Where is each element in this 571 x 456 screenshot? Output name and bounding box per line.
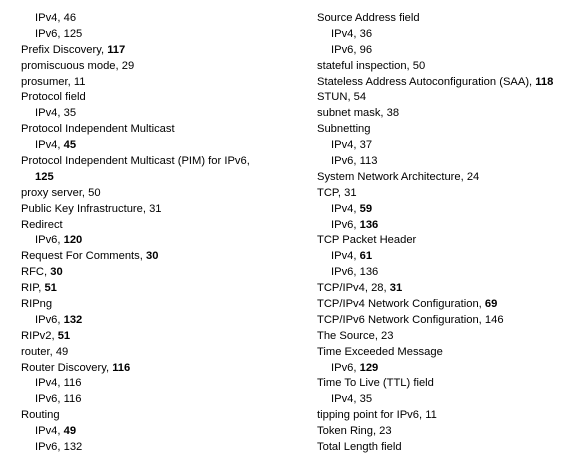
index-entry-text: Time To Live (TTL) field — [317, 377, 434, 390]
index-entry-text: IPv4, 35 — [331, 393, 373, 406]
index-entry-primary-page: 51 — [57, 329, 71, 342]
index-entry-text: The Source, 23 — [317, 329, 394, 342]
index-entry — [21, 265, 293, 281]
index-entry-text: promiscuous mode, 29 — [21, 59, 135, 72]
index-entry-text: Public Key Infrastructure, 31 — [21, 202, 162, 215]
index-entry-text: IPv4, 46 — [35, 12, 77, 24]
index-entry — [317, 376, 571, 392]
index-entry-text: TCP/IPv4, 28, — [317, 282, 390, 295]
index-entry-text: IPv6, 136 — [331, 266, 379, 279]
index-entry-primary-page: 125 — [35, 170, 54, 183]
index-entry-text: stateful inspection, 50 — [317, 59, 426, 72]
index-entry — [317, 345, 571, 361]
index-subentry — [317, 154, 571, 170]
index-subentry — [317, 138, 571, 154]
index-entry — [21, 361, 293, 377]
index-entry-text: TCP, 31 — [317, 186, 357, 199]
index-subentry — [21, 392, 293, 408]
index-entry-text: IPv6, — [35, 313, 64, 326]
index-entry-text: STUN, 54 — [317, 91, 367, 104]
index-entry-text: IPv4, — [35, 425, 64, 438]
index-entry-primary-page: 116 — [112, 361, 131, 374]
index-entry-text: IPv4, 35 — [35, 107, 77, 120]
index-entry — [317, 90, 571, 106]
index-entry — [317, 106, 571, 122]
index-entry — [21, 218, 293, 234]
index-entry-text: System Network Architecture, 24 — [317, 170, 480, 183]
index-entry-text: IPv4, 116 — [35, 377, 82, 390]
index-entry — [21, 154, 293, 170]
index-entry-primary-page: 30 — [50, 266, 63, 279]
index-entry-text: IPv4, — [35, 139, 64, 152]
index-entry — [317, 233, 571, 249]
index-entry-text: Stateless Address Autoconfiguration (SAA), — [317, 75, 536, 88]
index-entry-text: Router Discovery, — [21, 361, 113, 374]
index-entry-text: Request For Comments, — [21, 250, 146, 263]
index-entry-text: RIPng — [21, 298, 53, 311]
index-entry-text: Time Exceeded Message — [317, 345, 443, 358]
index-entry-text: IPv6, — [331, 361, 360, 374]
index-entry-primary-page: 69 — [484, 298, 498, 311]
index-entry — [21, 329, 293, 345]
index-subentry — [317, 202, 571, 218]
index-subentry — [21, 424, 293, 440]
index-entry — [317, 186, 571, 202]
index-entry-primary-page: 59 — [359, 202, 373, 215]
index-column-right — [317, 11, 571, 456]
index-entry — [21, 43, 293, 59]
index-entry-text: TCP/IPv4 Network Configuration, — [317, 298, 485, 311]
index-entry — [317, 75, 571, 91]
index-entry-text: Prefix Discovery, — [21, 43, 108, 56]
index-entry-text: Subnetting — [317, 123, 371, 136]
index-entry-text: RFC, — [21, 266, 51, 279]
index-entry-text: IPv6, 132 — [35, 441, 83, 454]
index-subentry — [317, 361, 571, 377]
index-entry-primary-page: 61 — [359, 250, 373, 263]
index-entry-text: proxy server, 50 — [21, 186, 101, 199]
index-entry — [317, 440, 571, 456]
index-subentry — [317, 265, 571, 281]
index-entry-primary-page: 136 — [359, 218, 379, 231]
index-entry-primary-page: 30 — [145, 250, 159, 263]
index-entry-text: Total Length field — [317, 441, 402, 454]
index-entry-text: IPv6, 116 — [35, 393, 82, 406]
index-entry-text: IPv4, 36 — [331, 27, 373, 40]
index-entry-text: prosumer, 11 — [21, 75, 86, 88]
index-entry — [317, 59, 571, 75]
index-subentry — [21, 11, 293, 27]
index-entry — [21, 90, 293, 106]
index-entry — [317, 11, 571, 27]
index-subentry — [21, 27, 293, 43]
index-entry-primary-page: 117 — [107, 43, 126, 56]
index-entry — [317, 424, 571, 440]
index-entry-text: IPv4, — [331, 202, 360, 215]
index-entry-text: subnet mask, 38 — [317, 107, 400, 120]
index-subentry — [21, 376, 293, 392]
index-entry-text: RIP, — [21, 282, 45, 295]
index-subentry — [317, 43, 571, 59]
index-entry — [21, 202, 293, 218]
index-entry-text: TCP Packet Header — [317, 234, 417, 247]
index-entry-text: TCP/IPv6 Network Configuration, 146 — [317, 313, 504, 326]
index-entry — [21, 122, 293, 138]
index-entry-text: tipping point for IPv6, 11 — [317, 409, 437, 422]
index-entry-text: Source Address field — [317, 12, 420, 24]
index-subentry — [21, 440, 293, 456]
index-entry-text: Redirect — [21, 218, 63, 231]
index-entry — [21, 297, 293, 313]
index-subentry — [21, 313, 293, 329]
index-entry-text: IPv6, 96 — [331, 43, 373, 56]
index-entry — [317, 408, 571, 424]
index-entry — [21, 59, 293, 75]
index-entry-text: IPv4, 37 — [331, 139, 373, 152]
index-entry-text: IPv6, 125 — [35, 27, 83, 40]
index-entry — [21, 345, 293, 361]
index-column-left — [21, 11, 293, 456]
index-entry — [317, 281, 571, 297]
index-entry-text: Protocol Independent Multicast — [21, 123, 175, 136]
index-entry-primary-page: 120 — [63, 234, 83, 247]
index-subentry — [21, 138, 293, 154]
index-entry-continuation — [21, 170, 293, 186]
index-entry-text: IPv6, — [35, 234, 64, 247]
index-entry-text: Token Ring, 23 — [317, 425, 392, 438]
index-entry — [21, 281, 293, 297]
index-entry-text: Protocol Independent Multicast (PIM) for IPv6, — [21, 155, 250, 168]
index-entry-primary-page: 129 — [359, 361, 379, 374]
index-entry-primary-page: 132 — [63, 313, 83, 326]
index-entry-primary-page: 51 — [44, 282, 57, 295]
index-subentry — [21, 106, 293, 122]
index-entry — [317, 297, 571, 313]
index-entry — [317, 329, 571, 345]
index-entry — [21, 408, 293, 424]
index-entry-primary-page: 31 — [389, 282, 403, 295]
index-entry — [21, 249, 293, 265]
index-entry-text: IPv4, — [331, 250, 360, 263]
index-subentry — [317, 392, 571, 408]
index-entry-text: Protocol field — [21, 91, 86, 104]
index-entry-text: IPv6, — [331, 218, 360, 231]
index-entry-text: router, 49 — [21, 345, 69, 358]
index-entry — [317, 170, 571, 186]
index-subentry — [317, 218, 571, 234]
index-entry — [317, 313, 571, 329]
index-subentry — [317, 249, 571, 265]
index-entry — [317, 122, 571, 138]
index-subentry — [317, 27, 571, 43]
index-entry-primary-page: 45 — [63, 139, 77, 152]
index-entry-text: Routing — [21, 409, 60, 422]
index-entry-primary-page: 49 — [63, 425, 77, 438]
index-entry — [21, 186, 293, 202]
index-entry-text: RIPv2, — [21, 329, 58, 342]
index-entry-primary-page: 118 — [535, 75, 554, 88]
index-subentry — [21, 233, 293, 249]
index-entry-text: IPv6, 113 — [331, 155, 378, 168]
index-entry — [21, 75, 293, 91]
